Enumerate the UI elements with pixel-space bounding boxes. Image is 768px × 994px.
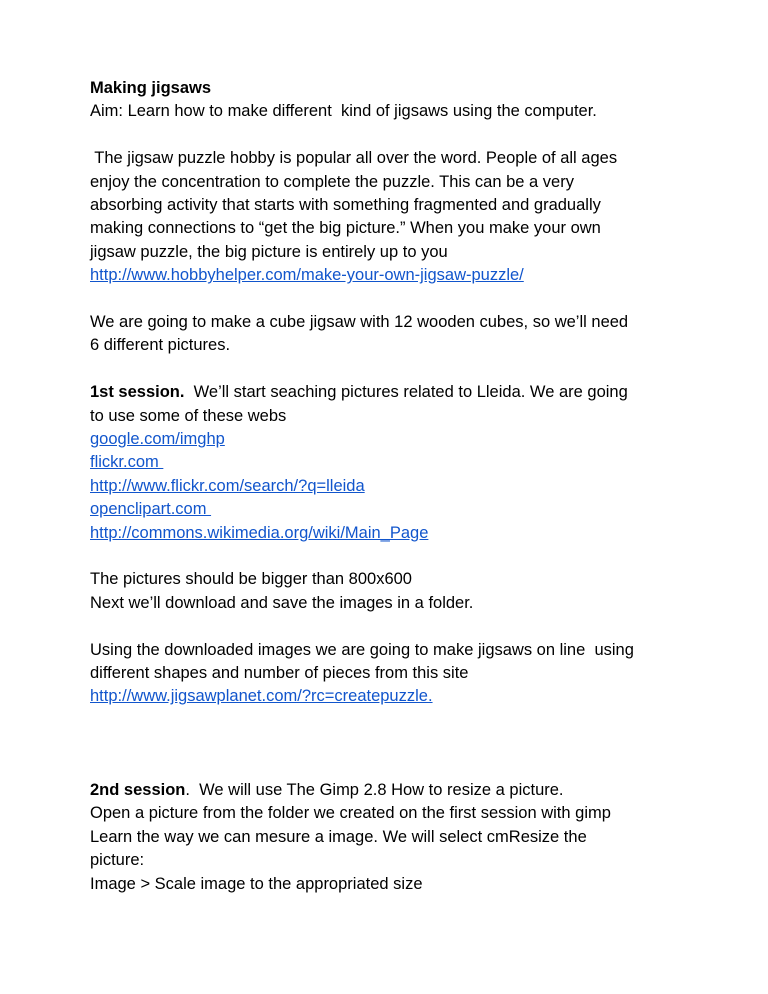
spacer [90, 756, 690, 779]
session2-line: Learn the way we can mesure a image. We will select cmResize the [90, 827, 587, 846]
online-text-line: Using the downloaded images we are going to make jigsaws on line using [90, 640, 634, 659]
cube-text-line: We are going to make a cube jigsaw with 12 wooden cubes, so we’ll need [90, 313, 629, 332]
session2-line: Image > Scale image to the appropriated size [90, 874, 423, 893]
session2-text: . We will use The Gimp 2.8 How to resize a picture. [185, 781, 564, 800]
size-note: The pictures should be bigger than 800x600 [90, 570, 412, 589]
document-title: Making jigsaws [90, 79, 212, 97]
spacer [90, 124, 690, 147]
jigsawplanet-link[interactable]: http://www.jigsawplanet.com/?rc=createpuzzle. [90, 687, 433, 706]
session2-line: picture: [90, 851, 145, 870]
online-text-line: different shapes and number of pieces from this site [90, 664, 469, 683]
session1-heading-line [90, 381, 690, 404]
openclipart-link[interactable]: openclipart.com [90, 500, 212, 519]
intro-line: jigsaw puzzle, the big picture is entirely up to you [90, 242, 448, 261]
intro-line: enjoy the concentration to complete the puzzle. This can be a very [90, 172, 574, 191]
spacer [90, 615, 690, 638]
spacer [90, 288, 690, 311]
flickr-link[interactable]: flickr.com [90, 453, 164, 472]
cube-text-line: 6 different pictures. [90, 336, 231, 355]
wikimedia-link[interactable]: http://commons.wikimedia.org/wiki/Main_Page [90, 523, 429, 542]
session2-label: 2nd session [90, 781, 186, 800]
download-note: Next we’ll download and save the images in a folder. [90, 593, 474, 612]
google-images-link[interactable]: google.com/imghp [90, 430, 225, 449]
session2-line: Open a picture from the folder we created on the first session with gimp [90, 804, 611, 823]
spacer [90, 709, 690, 756]
session1-text: to use some of these webs [90, 406, 287, 425]
session1-label: 1st session. [90, 383, 185, 402]
aim-text: Aim: Learn how to make different kind of jigsaws using the computer. [90, 102, 597, 121]
session1-text: We’ll start seaching pictures related to Lleida. We are going [184, 383, 628, 402]
intro-line: The jigsaw puzzle hobby is popular all over the word. People of all ages [90, 149, 618, 168]
flickr-search-link[interactable]: http://www.flickr.com/search/?q=lleida [90, 476, 365, 495]
document-page [90, 77, 690, 896]
intro-line: absorbing activity that starts with something fragmented and gradually [90, 196, 601, 215]
hobbyhelper-link[interactable]: http://www.hobbyhelper.com/make-your-own-jigsaw-puzzle/ [90, 266, 524, 285]
intro-line: making connections to “get the big picture.” When you make your own [90, 219, 601, 238]
session2-heading-line [90, 779, 690, 802]
spacer [90, 545, 690, 568]
spacer [90, 358, 690, 381]
